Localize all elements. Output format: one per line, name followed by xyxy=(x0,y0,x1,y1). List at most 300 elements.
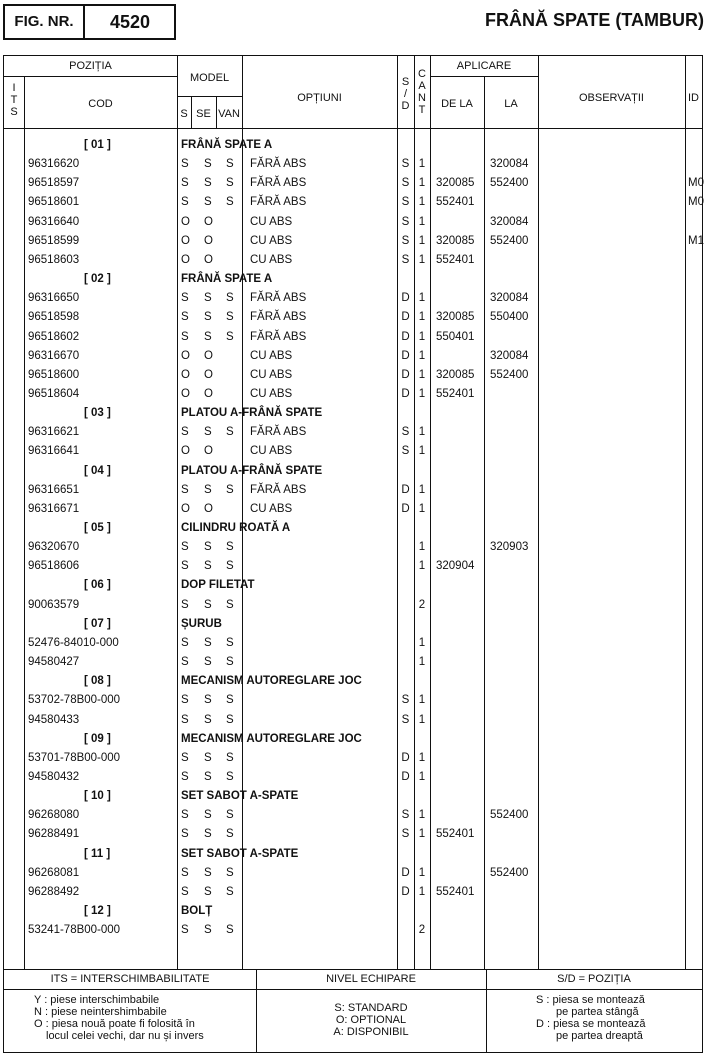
part-code: 96316621 xyxy=(28,426,80,439)
table-body xyxy=(4,136,702,966)
model-van-value: S xyxy=(226,541,234,554)
quantity-value: 1 xyxy=(418,828,426,841)
side-value: D xyxy=(401,751,410,764)
header-sd: S / D xyxy=(401,76,410,112)
part-code: 96320670 xyxy=(28,541,80,554)
option-value: FĂRĂ ABS xyxy=(250,483,307,496)
model-se-value: S xyxy=(204,541,212,554)
section-header-row xyxy=(4,730,702,749)
section-header-row xyxy=(4,845,702,864)
model-s-value: S xyxy=(181,866,189,879)
section-header-row xyxy=(4,576,702,595)
section-description: DOP FILETAT xyxy=(181,579,255,592)
position-number: [ 07 ] xyxy=(84,617,111,630)
side-value: D xyxy=(401,387,410,400)
position-number: [ 11 ] xyxy=(84,847,111,860)
table-row xyxy=(4,366,702,385)
quantity-value: 1 xyxy=(418,809,426,822)
figure-number-box xyxy=(3,4,176,40)
side-value: D xyxy=(401,292,410,305)
table-row xyxy=(4,442,702,461)
part-code: 94580427 xyxy=(28,656,80,669)
model-s-value: S xyxy=(181,426,189,439)
part-code: 96518597 xyxy=(28,177,80,190)
header-cant: C A N T xyxy=(418,68,426,116)
model-se-value: O xyxy=(204,253,213,266)
table-row xyxy=(4,423,702,442)
to-value: 320084 xyxy=(490,215,529,228)
position-number: [ 10 ] xyxy=(84,790,111,803)
to-value: 320084 xyxy=(490,292,529,305)
option-value: CU ABS xyxy=(250,253,293,266)
quantity-value: 1 xyxy=(418,770,426,783)
side-value: D xyxy=(401,770,410,783)
header-la: LA xyxy=(504,98,518,110)
part-code: 96268081 xyxy=(28,866,80,879)
table-row xyxy=(4,481,702,500)
part-code: 96518603 xyxy=(28,253,80,266)
model-s-value: S xyxy=(181,177,189,190)
model-se-value: S xyxy=(204,636,212,649)
model-s-value: S xyxy=(181,713,189,726)
model-s-value: S xyxy=(181,770,189,783)
side-value: D xyxy=(401,330,410,343)
part-code: 53241-78B00-000 xyxy=(28,924,121,937)
id-value: M0 xyxy=(688,177,704,190)
table-row xyxy=(4,174,702,193)
quantity-value: 1 xyxy=(418,330,426,343)
model-se-value: S xyxy=(204,809,212,822)
table-row xyxy=(4,155,702,174)
position-number: [ 05 ] xyxy=(84,522,111,534)
side-value: S xyxy=(401,694,410,707)
table-row xyxy=(4,749,702,768)
model-van-value: S xyxy=(226,694,234,707)
option-value: CU ABS xyxy=(250,387,293,400)
id-value: M0 xyxy=(688,196,704,209)
model-van-value: S xyxy=(226,924,234,937)
quantity-value: 1 xyxy=(418,253,426,266)
footer-sd-legend: S : piesa se montează pe partea stângă D : piesa se montează pe partea dreaptă xyxy=(536,994,646,1042)
header-model-se: SE xyxy=(196,108,211,120)
header-optiuni: OPȚIUNI xyxy=(297,92,342,104)
model-s-value: S xyxy=(181,483,189,496)
from-value: 550401 xyxy=(436,330,475,343)
option-value: CU ABS xyxy=(250,349,293,362)
table-row xyxy=(4,308,702,327)
option-value: FĂRĂ ABS xyxy=(250,426,307,439)
side-value: D xyxy=(401,349,410,362)
quantity-value: 1 xyxy=(418,292,426,305)
model-se-value: O xyxy=(204,387,213,400)
model-se-value: S xyxy=(204,483,212,496)
from-value: 320085 xyxy=(436,234,475,247)
quantity-value: 1 xyxy=(418,368,426,381)
section-description: BOLȚ xyxy=(181,905,213,917)
section-header-row xyxy=(4,615,702,634)
part-code: 90063579 xyxy=(28,598,80,611)
footer-its-title: ITS = INTERSCHIMBABILITATE xyxy=(50,973,210,985)
section-description: PLATOU A-FRÂNĂ SPATE xyxy=(181,464,323,477)
part-code: 96268080 xyxy=(28,809,80,822)
quantity-value: 1 xyxy=(418,234,426,247)
model-se-value: S xyxy=(204,196,212,209)
quantity-value: 1 xyxy=(418,560,426,573)
option-value: FĂRĂ ABS xyxy=(250,177,307,190)
model-se-value: S xyxy=(204,158,212,171)
position-number: [ 12 ] xyxy=(84,905,111,917)
table-row xyxy=(4,883,702,902)
header-de-la: DE LA xyxy=(441,98,473,110)
quantity-value: 1 xyxy=(418,158,426,171)
quantity-value: 2 xyxy=(418,598,426,611)
model-s-value: S xyxy=(181,828,189,841)
footer-sd-title: S/D = POZIȚIA xyxy=(557,973,631,985)
model-s-value: O xyxy=(181,368,190,381)
table-row xyxy=(4,347,702,366)
part-code: 96316670 xyxy=(28,349,80,362)
option-value: FĂRĂ ABS xyxy=(250,196,307,209)
model-s-value: S xyxy=(181,885,189,898)
position-number: [ 08 ] xyxy=(84,675,111,688)
table-row xyxy=(4,500,702,519)
to-value: 552400 xyxy=(490,234,529,247)
model-s-value: S xyxy=(181,541,189,554)
table-row xyxy=(4,691,702,710)
part-code: 96518599 xyxy=(28,234,80,247)
side-value: S xyxy=(401,158,410,171)
section-header-row xyxy=(4,462,702,481)
option-value: CU ABS xyxy=(250,502,293,515)
model-se-value: S xyxy=(204,885,212,898)
quantity-value: 1 xyxy=(418,215,426,228)
footer-nivel-title: NIVEL ECHIPARE xyxy=(326,973,416,985)
to-value: 320084 xyxy=(490,158,529,171)
table-row xyxy=(4,557,702,576)
section-description: FRÂNĂ SPATE A xyxy=(181,273,273,286)
position-number: [ 03 ] xyxy=(84,407,111,420)
model-s-value: S xyxy=(181,656,189,669)
model-se-value: S xyxy=(204,924,212,937)
section-description: PLATOU A-FRÂNĂ SPATE xyxy=(181,407,323,420)
option-value: CU ABS xyxy=(250,234,293,247)
section-header-row xyxy=(4,787,702,806)
option-value: CU ABS xyxy=(250,215,293,228)
model-van-value: S xyxy=(226,885,234,898)
part-code: 96316640 xyxy=(28,215,80,228)
header-aplicare: APLICARE xyxy=(456,60,512,72)
section-description: MECANISM AUTOREGLARE JOC xyxy=(181,675,362,688)
header-pozitia: POZIȚIA xyxy=(69,60,112,72)
part-code: 96316651 xyxy=(28,483,80,496)
position-number: [ 06 ] xyxy=(84,579,111,592)
part-code: 96316641 xyxy=(28,445,80,458)
table-row xyxy=(4,538,702,557)
model-se-value: S xyxy=(204,311,212,324)
model-se-value: S xyxy=(204,426,212,439)
header-observatii: OBSERVAȚII xyxy=(578,92,644,104)
table-row xyxy=(4,711,702,730)
section-header-row xyxy=(4,672,702,691)
table-row xyxy=(4,251,702,270)
model-van-value: S xyxy=(226,196,234,209)
model-van-value: S xyxy=(226,713,234,726)
quantity-value: 1 xyxy=(418,445,426,458)
quantity-value: 1 xyxy=(418,387,426,400)
quantity-value: 1 xyxy=(418,426,426,439)
header-model-s: S xyxy=(180,108,188,120)
side-value: S xyxy=(401,809,410,822)
side-value: S xyxy=(401,426,410,439)
model-se-value: S xyxy=(204,177,212,190)
model-se-value: S xyxy=(204,598,212,611)
section-header-row xyxy=(4,136,702,155)
quantity-value: 1 xyxy=(418,541,426,554)
table-row xyxy=(4,328,702,347)
model-van-value: S xyxy=(226,828,234,841)
parts-table xyxy=(3,55,703,1053)
option-value: CU ABS xyxy=(250,445,293,458)
side-value: S xyxy=(401,713,410,726)
section-description: ȘURUB xyxy=(181,617,222,630)
table-row xyxy=(4,634,702,653)
model-van-value: S xyxy=(226,330,234,343)
table-row xyxy=(4,596,702,615)
part-code: 96316650 xyxy=(28,292,80,305)
part-code: 94580433 xyxy=(28,713,80,726)
table-row xyxy=(4,213,702,232)
table-row xyxy=(4,864,702,883)
quantity-value: 2 xyxy=(418,924,426,937)
part-code: 96518601 xyxy=(28,196,80,209)
model-van-value: S xyxy=(226,656,234,669)
quantity-value: 1 xyxy=(418,751,426,764)
quantity-value: 1 xyxy=(418,694,426,707)
footer-nivel-legend: S: STANDARD O: OPTIONAL A: DISPONIBIL xyxy=(333,1002,409,1038)
option-value: FĂRĂ ABS xyxy=(250,311,307,324)
to-value: 552400 xyxy=(490,177,529,190)
model-se-value: S xyxy=(204,713,212,726)
quantity-value: 1 xyxy=(418,311,426,324)
model-se-value: O xyxy=(204,215,213,228)
model-s-value: S xyxy=(181,292,189,305)
figure-number: 4520 xyxy=(109,12,151,32)
model-s-value: S xyxy=(181,158,189,171)
model-van-value: S xyxy=(226,483,234,496)
quantity-value: 1 xyxy=(418,502,426,515)
position-number: [ 04 ] xyxy=(84,464,111,477)
header-model: MODEL xyxy=(189,72,230,84)
page-title: FRÂNĂ SPATE (TAMBUR) xyxy=(485,10,704,30)
section-description: SET SABOT A-SPATE xyxy=(181,847,299,860)
side-value: D xyxy=(401,311,410,324)
table-row xyxy=(4,653,702,672)
quantity-value: 1 xyxy=(418,196,426,209)
quantity-value: 1 xyxy=(418,866,426,879)
to-value: 552400 xyxy=(490,809,529,822)
part-code: 96518602 xyxy=(28,330,80,343)
model-s-value: S xyxy=(181,560,189,573)
model-van-value: S xyxy=(226,770,234,783)
section-description: FRÂNĂ SPATE A xyxy=(181,139,273,151)
position-number: [ 01 ] xyxy=(84,139,111,151)
model-s-value: S xyxy=(181,751,189,764)
to-value: 552400 xyxy=(490,368,529,381)
to-value: 320903 xyxy=(490,541,529,554)
model-s-value: O xyxy=(181,387,190,400)
side-value: D xyxy=(401,502,410,515)
model-van-value: S xyxy=(226,426,234,439)
quantity-value: 1 xyxy=(418,636,426,649)
table-row xyxy=(4,385,702,404)
model-s-value: O xyxy=(181,445,190,458)
part-code: 96288492 xyxy=(28,885,80,898)
model-van-value: S xyxy=(226,177,234,190)
from-value: 552401 xyxy=(436,196,475,209)
model-s-value: O xyxy=(181,215,190,228)
model-s-value: O xyxy=(181,349,190,362)
model-se-value: S xyxy=(204,828,212,841)
side-value: S xyxy=(401,234,410,247)
quantity-value: 1 xyxy=(418,483,426,496)
model-se-value: S xyxy=(204,292,212,305)
model-s-value: S xyxy=(181,598,189,611)
model-se-value: S xyxy=(204,330,212,343)
model-se-value: S xyxy=(204,694,212,707)
table-row xyxy=(4,806,702,825)
section-description: CILINDRU ROATĂ A xyxy=(181,522,291,534)
quantity-value: 1 xyxy=(418,713,426,726)
part-code: 96316620 xyxy=(28,158,80,171)
quantity-value: 1 xyxy=(418,177,426,190)
model-se-value: O xyxy=(204,445,213,458)
section-header-row xyxy=(4,519,702,538)
table-row xyxy=(4,232,702,251)
header-cod: COD xyxy=(88,98,113,110)
position-number: [ 09 ] xyxy=(84,732,111,745)
model-van-value: S xyxy=(226,158,234,171)
model-van-value: S xyxy=(226,866,234,879)
table-row xyxy=(4,193,702,212)
header-id: ID xyxy=(688,92,699,104)
section-description: MECANISM AUTOREGLARE JOC xyxy=(181,732,362,745)
model-van-value: S xyxy=(226,311,234,324)
part-code: 94580432 xyxy=(28,770,80,783)
from-value: 552401 xyxy=(436,828,475,841)
table-row xyxy=(4,768,702,787)
side-value: S xyxy=(401,445,410,458)
header-its: I T S xyxy=(10,82,18,118)
model-se-value: S xyxy=(204,560,212,573)
model-van-value: S xyxy=(226,636,234,649)
part-code: 96518598 xyxy=(28,311,80,324)
quantity-value: 1 xyxy=(418,656,426,669)
side-value: D xyxy=(401,885,410,898)
side-value: S xyxy=(401,828,410,841)
option-value: FĂRĂ ABS xyxy=(250,330,307,343)
from-value: 320085 xyxy=(436,368,475,381)
model-s-value: O xyxy=(181,253,190,266)
model-van-value: S xyxy=(226,751,234,764)
section-description: SET SABOT A-SPATE xyxy=(181,790,299,803)
part-code: 96518606 xyxy=(28,560,80,573)
to-value: 320084 xyxy=(490,349,529,362)
model-s-value: S xyxy=(181,196,189,209)
table-row xyxy=(4,289,702,308)
model-se-value: O xyxy=(204,368,213,381)
model-s-value: S xyxy=(181,330,189,343)
model-s-value: O xyxy=(181,234,190,247)
part-code: 52476-84010-000 xyxy=(28,636,119,649)
side-value: D xyxy=(401,866,410,879)
model-van-value: S xyxy=(226,598,234,611)
section-header-row xyxy=(4,902,702,921)
model-se-value: O xyxy=(204,502,213,515)
side-value: S xyxy=(401,196,410,209)
model-s-value: S xyxy=(181,311,189,324)
model-van-value: S xyxy=(226,560,234,573)
model-s-value: S xyxy=(181,636,189,649)
quantity-value: 1 xyxy=(418,885,426,898)
part-code: 96316671 xyxy=(28,502,80,515)
model-se-value: O xyxy=(204,349,213,362)
section-header-row xyxy=(4,270,702,289)
part-code: 96288491 xyxy=(28,828,80,841)
to-value: 550400 xyxy=(490,311,529,324)
table-row xyxy=(4,921,702,940)
model-s-value: S xyxy=(181,924,189,937)
section-header-row xyxy=(4,404,702,423)
part-code: 96518600 xyxy=(28,368,80,381)
side-value: S xyxy=(401,253,410,266)
side-value: D xyxy=(401,483,410,496)
from-value: 552401 xyxy=(436,253,475,266)
part-code: 96518604 xyxy=(28,387,80,400)
quantity-value: 1 xyxy=(418,349,426,362)
option-value: CU ABS xyxy=(250,368,293,381)
part-code: 53701-78B00-000 xyxy=(28,751,121,764)
side-value: D xyxy=(401,368,410,381)
model-van-value: S xyxy=(226,809,234,822)
option-value: FĂRĂ ABS xyxy=(250,292,307,305)
model-van-value: S xyxy=(226,292,234,305)
model-se-value: S xyxy=(204,866,212,879)
side-value: S xyxy=(401,215,410,228)
from-value: 320904 xyxy=(436,560,475,573)
model-s-value: O xyxy=(181,502,190,515)
option-value: FĂRĂ ABS xyxy=(250,158,307,171)
part-code: 53702-78B00-000 xyxy=(28,694,121,707)
model-se-value: O xyxy=(204,234,213,247)
model-se-value: S xyxy=(204,656,212,669)
table-row xyxy=(4,825,702,844)
model-s-value: S xyxy=(181,809,189,822)
position-number: [ 02 ] xyxy=(84,273,111,286)
model-se-value: S xyxy=(204,770,212,783)
from-value: 320085 xyxy=(436,177,475,190)
side-value: S xyxy=(401,177,410,190)
to-value: 552400 xyxy=(490,866,529,879)
model-se-value: S xyxy=(204,751,212,764)
from-value: 320085 xyxy=(436,311,475,324)
id-value: M1 xyxy=(688,234,704,247)
footer-its-legend: Y : piese interschimbabile N : piese neintershimbabile O : piesa nouă poate fi folosită în locul celei vechi, dar nu și invers xyxy=(34,994,204,1042)
header-model-van: VAN xyxy=(218,108,240,120)
from-value: 552401 xyxy=(436,885,475,898)
model-s-value: S xyxy=(181,694,189,707)
figure-label: FIG. NR. xyxy=(5,6,85,38)
from-value: 552401 xyxy=(436,387,475,400)
